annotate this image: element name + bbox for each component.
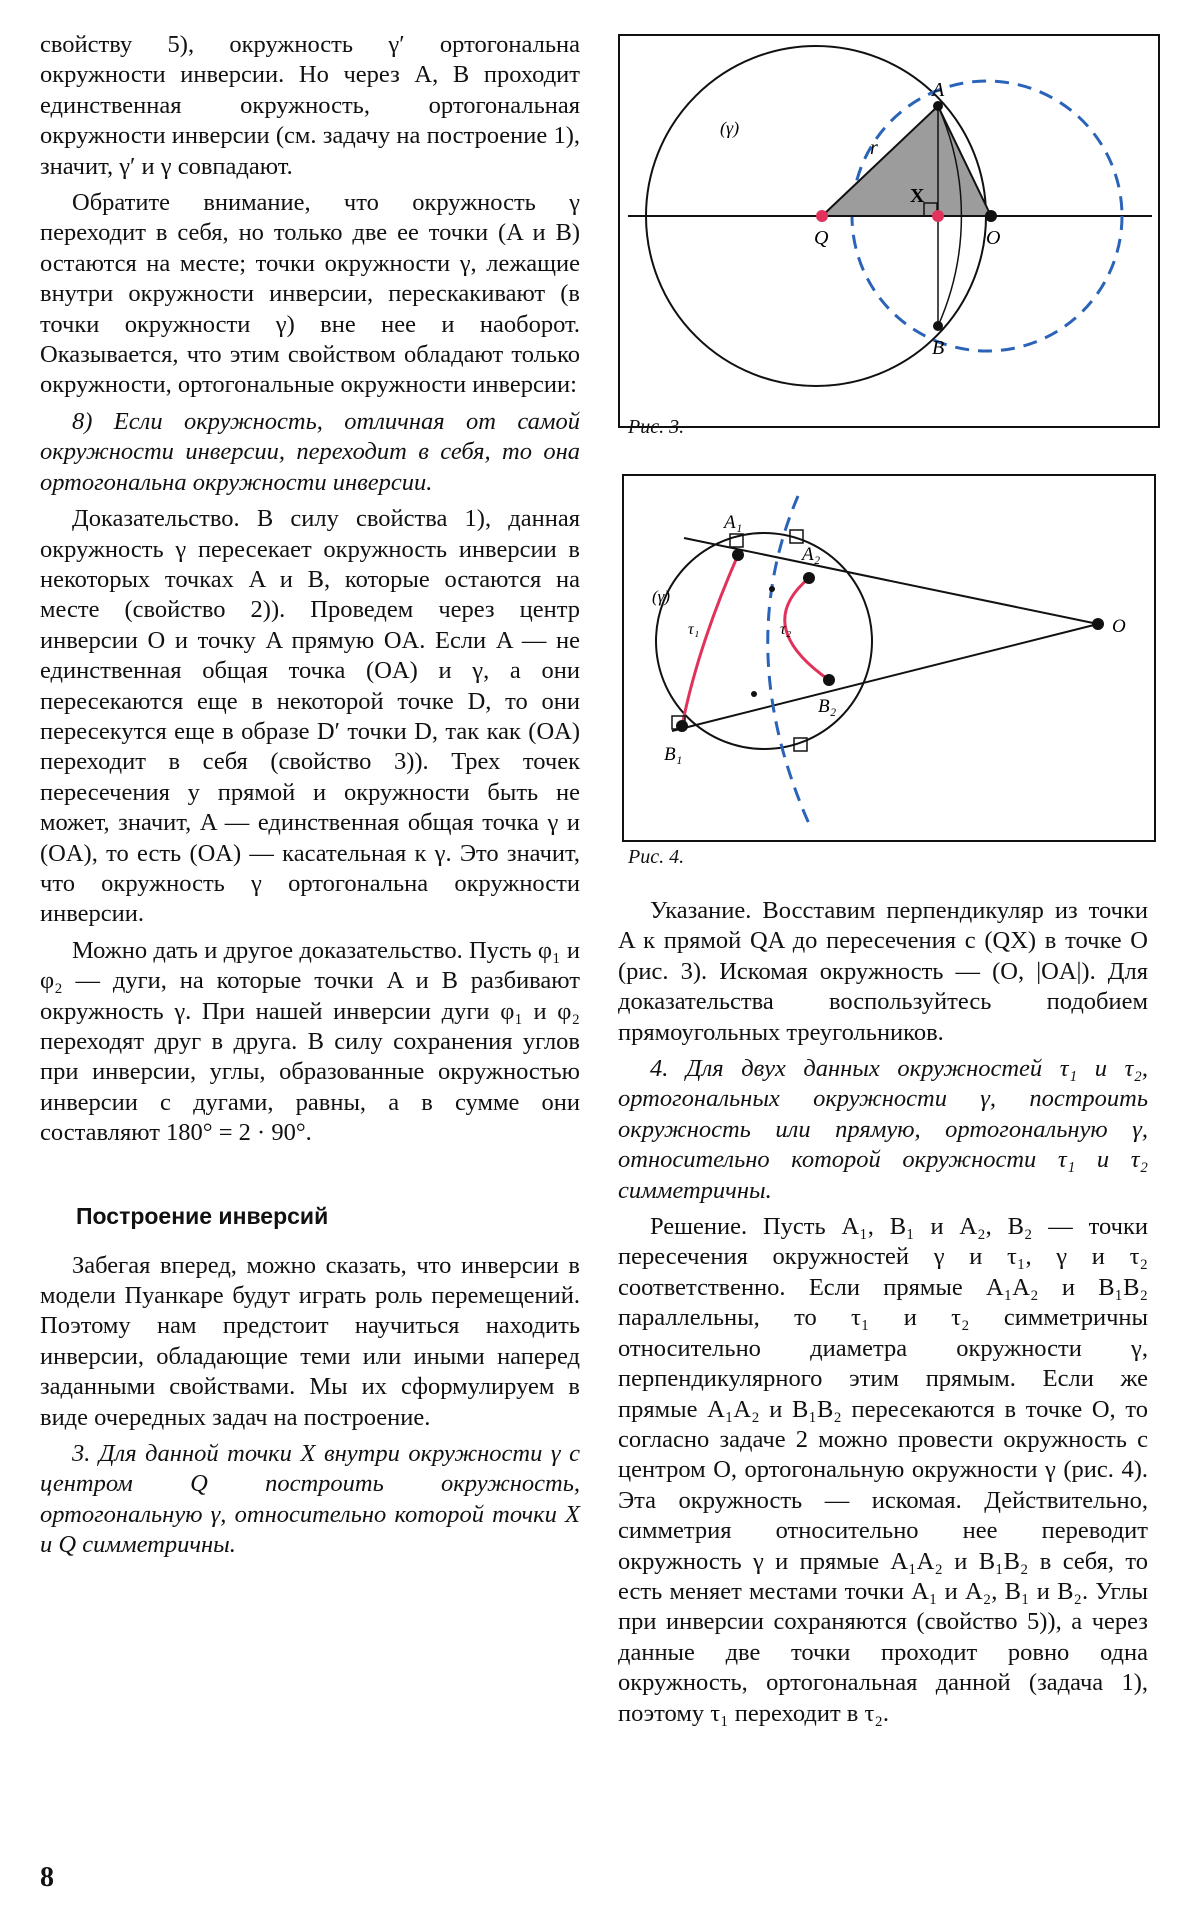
label-X: X [910,185,925,207]
paragraph: Можно дать и другое доказательство. Пусть φ₁ и φ₂ — дуги, на которые точки A и B разбивают окружность γ. При нашей инверсии дуги φ₁ и φ₂ переходят друг в друга. В силу сохранения углов при инверсии, углы, образованные окружностью инверсии с дугами, равны, а в сумме они составляют 180° = 2 · 90°. [40,936,580,1147]
figure-3-drawing [620,36,1158,426]
tau1-arc [682,555,738,726]
label-A1: A₁ [724,512,743,533]
label-tau1: τ₁ [688,621,700,638]
label-B: B [932,337,945,359]
label-Q: Q [814,227,829,249]
hint-paragraph: Указание. Восставим перпендикуляр из точки A к прямой QA до пересечения с (QX) в точке O (рис. 3). Искомая окружность — (O, |OA|). Для доказательства воспользуйтесь подобием прямоугольных треугольников. [618,897,1148,1046]
section-heading: Построение инверсий [76,1202,329,1229]
shaded-triangle [822,106,991,216]
point-A1 [732,549,744,561]
label-gamma: (γ) [652,587,671,606]
paragraph: Обратите внимание, что окружность γ переходит в себя, но только две ее точки (A и B) остаются на месте; точки окружности γ, лежащие внутри окружности инверсии, перескакивают (в точки окружности γ) вне нее и наоборот. Оказывается, что этим свойством обладают только окружности, ортогональные окружности инверсии: [40,189,580,399]
label-tau2: τ₂ [780,621,792,638]
gamma-circle [656,533,872,749]
figure-3-caption: Рис. 3. [628,416,685,438]
figure-4-caption: Рис. 4. [628,846,685,868]
right-column [618,896,1148,1729]
point-O [1092,618,1104,630]
paragraph: свойству 5), окружность γ′ ортогональна окружности инверсии. Но через A, B проходит единственная окружность, ортогональная окружности инверсии (см. задачу на построение 1), значит, γ′ и γ совпадают. [40,31,580,180]
point-B2 [823,674,835,686]
label-r: r [870,137,878,159]
label-O: O [986,227,1001,249]
line-B1B2 [672,624,1098,731]
left-column [40,30,580,1561]
point-B [933,321,943,331]
figure-4 [622,474,1156,842]
intersection-dot [751,691,757,697]
line-A1A2 [684,538,1098,624]
problem-4-statement: 4. Для двух данных окружностей τ₁ и τ₂, ортогональных окружности γ, построить окружность или прямую, ортогональную γ, относительно которой окружности τ₁ и τ₂ симметричны. [618,1055,1148,1204]
figure-3 [618,34,1160,428]
proof-paragraph: Доказательство. В силу свойства 1), данная окружность γ пересекает окружность инверсии в некоторых точках A и B, которые остаются на месте (свойство 2)). Проведем через центр инверсии O и точку A прямую OA. Если A — не единственная общая точка (OA) и γ, а они пересекаются еще в некоторой точке D, то они пересекутся еще в образе D′ точки D, так как (OA) переходит в себя (свойство 3)). Трех точек пересечения у прямой и окружности быть не может, значит, A — единственная общая точка γ и (OA), то есть (OA) — касательная к γ. Это значит, что окружность γ ортогональна окружности инверсии. [40,505,580,928]
label-A: A [932,79,945,101]
point-Q [816,210,828,222]
label-gamma: (γ) [720,118,740,138]
label-B1: B₁ [664,744,683,765]
property-8-statement: 8) Если окружность, отличная от самой окружности инверсии, переходит в себя, то она ортогональна окружности инверсии. [40,407,580,496]
tau2-arc [785,578,829,680]
intersection-dot [769,586,775,592]
label-O: O [1112,616,1126,637]
page-number: 8 [40,1862,54,1893]
point-A [933,101,943,111]
point-X [932,210,944,222]
label-B2: B₂ [818,696,837,717]
paragraph: Забегая вперед, можно сказать, что инверсии в модели Пуанкаре будут играть роль перемещений. Поэтому нам предстоит научиться находить инверсии, обладающие теми или иными наперед заданными свойствами. Мы их сформулируем в виде очередных задач на построение. [40,1251,580,1431]
label-A2: A₂ [802,544,821,565]
point-O [985,210,997,222]
figure-4-drawing [624,476,1154,840]
problem-3-statement: 3. Для данной точки X внутри окружности γ с центром Q построить окружность, ортогональную γ, относительно которой точки X и Q симметричны. [40,1440,580,1559]
point-B1 [676,720,688,732]
point-A2 [803,572,815,584]
solution-paragraph: Решение. Пусть A₁, B₁ и A₂, B₂ — точки пересечения окружностей γ и τ₁, γ и τ₂ соответственно. Если прямые A₁A₂ и B₁B₂ параллельны, то τ₁ и τ₂ симметричны относительно диаметра окружности γ, перпендикулярного этим прямым. Если же прямые A₁A₂ и B₁B₂ пересекаются в точке O, то согласно задаче 2 можно провести окружность с центром O, ортогональную окружности γ (рис. 4). Эта окружность — искомая. Действительно, симметрия относительно нее переводит окружность γ и прямые A₁A₂ и B₁B₂ в себя, то есть меняет местами точки A₁ и A₂, B₁ и B₂. Углы при инверсии сохраняются (свойство 5)), а через данные две точки проходит ровно одна окружность, ортогональная данной (задача 1), поэтому τ₁ переходит в τ₂. [618,1213,1148,1727]
